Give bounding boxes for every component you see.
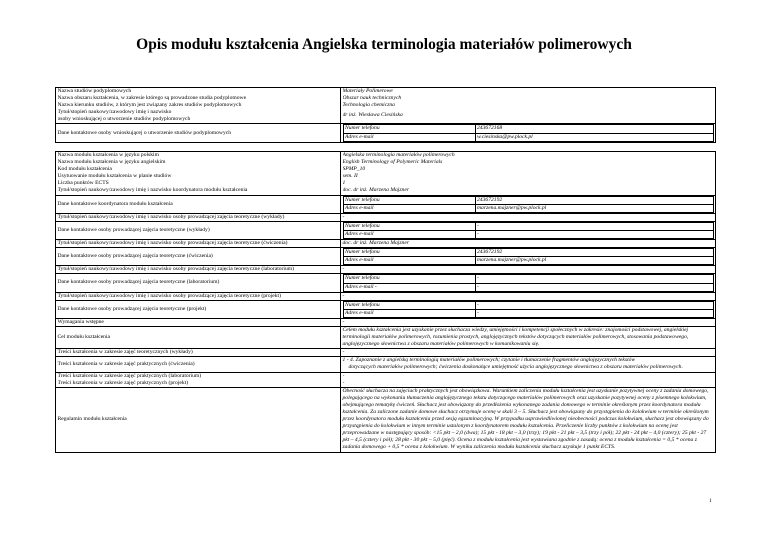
label-exercise: Tytuł/stopień naukowy/zawodowy imię i nazwisko osoby prowadzącej zajęcia teoretyczne (ćwiczenia) — [56, 240, 341, 248]
coordinator-contact — [341, 195, 716, 213]
lab-email-value: - — [475, 283, 713, 291]
exercise-phone-value: 243672192 — [475, 249, 713, 257]
lecture-email-value: - — [475, 230, 713, 238]
content-lab-project-labels — [56, 372, 341, 387]
exercise-row — [56, 240, 716, 248]
contact-email-key: Adres e-mail — [343, 133, 475, 141]
label-field: Nazwa kierunku studiów, z którym jest związany zakres studiów podyplomowych — [57, 102, 242, 109]
page-title: Opis modułu kształcenia Angielska terminologia materiałów polimerowych — [136, 36, 632, 53]
contact-email-value: w.ciesinska@pw.plock.pl — [475, 133, 713, 141]
contact-phone-value: 243672168 — [475, 125, 713, 133]
project-email-key: Adres e-mail — [343, 309, 475, 317]
label-content-lecture: Treści kształcenia w zakresie zajęć teoretycznych (wykłady) — [56, 349, 341, 357]
content-exercise-rest: dotyczących materiałów polimerowych; ćwiczenia doskonalące umiejętność użycia anglojęzycznego słownictwa z obszaru materiałów polimerowych. — [348, 364, 683, 371]
module-basic-labels — [56, 152, 341, 196]
content-exercise-head: 1 - 4. Zapoznanie z angielską terminologią materiałów polimerowych; czytanie i tłumaczenie fragmentów anglojęzycznych tekstów — [342, 357, 636, 364]
lecture-contact — [341, 221, 716, 239]
coord-phone-key: Numer telefonu — [343, 196, 475, 204]
label-coordinator: Tytuł/stopień naukowy/zawodowy imię i nazwisko koordynatora modułu kształcenia — [57, 187, 248, 194]
project-phone-value: - — [475, 301, 713, 309]
label-content-project: Treści kształcenia w zakresie zajęć praktycznych (projekt) — [57, 379, 189, 386]
value-field: Technologia chemiczna — [342, 102, 395, 109]
value-placement: sem. II — [342, 173, 358, 180]
lab-row — [56, 266, 716, 274]
label-name-en: Nazwa modułu kształcenia w języku angielskim — [57, 159, 166, 166]
label-name-pl: Nazwa modułu kształcenia w języku polskim — [57, 152, 159, 158]
value-content-project: - — [342, 379, 345, 386]
label-studies-name: Nazwa studiów podyplomowych — [57, 88, 132, 94]
lecture-phone-value: - — [475, 222, 713, 230]
project-phone-key: Numer telefonu — [343, 301, 475, 309]
content-lab-row — [56, 372, 716, 387]
module-basic-values — [341, 152, 716, 196]
value-goal — [341, 326, 716, 348]
study-info-values — [341, 88, 716, 124]
label-rules: Regulamin modułu kształcenia — [56, 387, 341, 452]
rules-row — [56, 387, 716, 452]
value-name-en: English Terminology of Polymeric Materials — [342, 159, 443, 166]
value-lab: - — [341, 266, 716, 274]
project-contact-row — [56, 300, 716, 318]
value-content-exercise — [341, 357, 716, 372]
value-code: SPMP_10 — [342, 166, 366, 173]
coord-email-key: Adres e-mail — [343, 204, 475, 212]
label-project-contact: Dane kontaktowe osoby prowadzącej zajęcia teoretyczne (projekt) — [56, 300, 341, 318]
label-code: Kod modułu kształcenia — [57, 166, 112, 173]
lab-phone-value: - — [475, 275, 713, 283]
value-name-pl: Angielska terminologia materiałów polimerowych — [342, 152, 455, 158]
exercise-contact-row — [56, 248, 716, 266]
label-prereq: Wymagania wstępne — [56, 318, 341, 326]
value-applicant: dr inż. Wiesława Ciesińska — [342, 112, 403, 119]
value-area: Obszar nauk technicznych — [342, 95, 402, 102]
content-lecture-row — [56, 349, 716, 357]
label-applicant-title: Tytuł/stopień naukowy/zawodowy imię i nazwisko — [57, 109, 172, 116]
project-email-value: - — [475, 309, 713, 317]
coordinator-contact-row — [56, 195, 716, 213]
label-lab-contact: Dane kontaktowe osoby prowadzącej zajęcia teoretyczne (laboratorium) — [56, 274, 341, 292]
value-project: - — [341, 292, 716, 300]
value-prereq: - — [341, 318, 716, 326]
value-lecture: - — [341, 213, 716, 221]
label-exercise-contact: Dane kontaktowe osoby prowadzącej zajęcia teoretyczne (ćwiczenia) — [56, 248, 341, 266]
value-studies-name: Materiały Polimerowe — [342, 88, 393, 94]
lab-contact — [341, 274, 716, 292]
value-content-lecture: - — [341, 349, 716, 357]
prereq-row — [56, 318, 716, 326]
lecture-email-key: Adres e-mail — [343, 230, 475, 238]
goal-text: Celem modułu kształcenia jest uzyskanie przez słuchacza wiedzy, umiejętności i kompetencji społecznych w zakresie: znajomości podstawowej, angielskiej terminologii materiałów polimerowych, rozumienia prostych, anglojęzycznych tekstów dotyczących materiałów polimerowych, stosowania podstawowego, anglojęzycznego słownictwa z obszaru materiałów polimerowych w komunikowaniu się. — [342, 326, 689, 348]
coord-email-value: marzena.majzner@pw.plock.pl — [475, 204, 713, 212]
exercise-email-key: Adres e-mail — [343, 257, 475, 265]
label-ects: Liczba punktów ECTS — [57, 180, 109, 187]
value-rules — [341, 387, 716, 452]
value-ects: 1 — [342, 180, 346, 187]
rules-text: Obecność słuchacza na zajęciach praktycznych jest obowiązkowa. Warunkiem zaliczenia modułu kształcenia jest uzyskanie pozytywnej oceny z zadania domowego, polegającego na wykonaniu tłumaczenia anglojęzycznego tekstu dotyczącego materiałów polimerowych oraz uzyskanie pozytywnej oceny z pisemnego kolokwium, obejmującego tematykę ćwiczeń. Słuchacz jest obowiązany do przedłożenia wykonanego zadania domowego w terminie określonym przez koordynatora modułu kształcenia. Za zaliczone zadanie domowe słuchacz otrzymuje ocenę w skali 3 – 5. Słuchacz jest obowiązany do przystąpienia do kolokwium w terminie określonym przez koordynatora modułu kształcenia przed sesją egzaminacyjną. W przypadku usprawiedliwionej nieobecności podczas kolokwium, słuchacz jest obowiązany do przystąpienia do kolokwium w innym terminie ustalonym z koordynatorem modułu kształcenia. Przeliczenie liczby punktów z kolokwium na ocenę jest przeprowadzane w następujący sposób: <15 pkt – 2,0 (dwa); 15 pkt - 18 pkt – 3,0 (trzy); 19 pkt - 21 pkt – 3,5 (trzy i pół); 22 pkt - 24 pkt – 4,0 (cztery); 25 pkt - 27 pkt – 4,5 (cztery i pół); 28 pkt - 30 pkt – 5,0 (pięć). Ocena z modułu kształcenia jest wystawiana zgodnie z zasadą: ocena z modułu kształcenia = 0,5 * ocena z zadania domowego + 0,5 * ocena z kolokwium. W wyniku zaliczenia modułu kształcenia słuchacz uzyskuje 1 punkt ECTS. — [342, 387, 709, 451]
label-goal: Cel modułu kształcenia — [56, 326, 341, 348]
lab-phone-key: Numer telefonu — [343, 275, 475, 283]
applicant-contact-row — [56, 124, 716, 142]
lab-contact-row — [56, 274, 716, 292]
value-coordinator: doc. dr inż. Marzena Majzner — [342, 187, 409, 194]
coord-phone-value: 243672192 — [475, 196, 713, 204]
study-info-labels — [56, 88, 341, 124]
exercise-email-value: marzena.majzner@pw.plock.pl — [475, 257, 713, 265]
module-basic-row — [56, 152, 716, 196]
label-lecture: Tytuł/stopień naukowy/zawodowy imię i nazwisko osoby prowadzącej zajęcia teoretyczne (wykłady) — [56, 213, 341, 221]
label-lecture-contact: Dane kontaktowe osoby prowadzącej zajęcia teoretyczne (wykłady) — [56, 221, 341, 239]
lecture-phone-key: Numer telefonu — [343, 222, 475, 230]
label-placement: Usytuowanie modułu kształcenia w planie studiów — [57, 173, 172, 180]
project-contact — [341, 300, 716, 318]
exercise-phone-key: Numer telefonu — [343, 249, 475, 257]
applicant-contact — [341, 124, 716, 142]
label-content-exercise: Treści kształcenia w zakresie zajęć praktycznych (ćwiczenia) — [56, 357, 341, 372]
lecture-row — [56, 213, 716, 221]
label-content-lab: Treści kształcenia w zakresie zajęć praktycznych (laboratorium) — [57, 372, 202, 379]
lecture-contact-row — [56, 221, 716, 239]
label-area: Nazwa obszaru kształcenia, w zakresie którego są prowadzone studia podyplomowe — [57, 95, 247, 102]
contact-phone-key: Numer telefonu — [343, 125, 475, 133]
label-applicant: osoby wnioskującej o utworzenie studiów podyplomowych — [57, 116, 191, 123]
study-info-table — [55, 87, 716, 143]
label-coordinator-contact: Dane kontaktowe koordynatora modułu kształcenia — [56, 195, 341, 213]
value-exercise: doc. dr inż. Marzena Majzner — [341, 240, 716, 248]
page-number: 1 — [709, 498, 712, 504]
content-lab-project-values — [341, 372, 716, 387]
value-content-lab: - — [342, 372, 345, 379]
label-project: Tytuł/stopień naukowy/zawodowy imię i nazwisko osoby prowadzącej zajęcia teoretyczne (projekt) — [56, 292, 341, 300]
module-info-table — [55, 151, 716, 453]
label-lab: Tytuł/stopień naukowy/zawodowy imię i nazwisko osoby prowadzącej zajęcia teoretyczne (laboratorium) — [56, 266, 341, 274]
exercise-contact — [341, 248, 716, 266]
content-exercise-row — [56, 357, 716, 372]
goal-row — [56, 326, 716, 348]
label-applicant-contact: Dane kontaktowe osoby wnioskującej o utworzenie studiów podyplomowych — [56, 124, 341, 142]
project-row — [56, 292, 716, 300]
study-info-row — [56, 88, 716, 124]
lab-email-key: Adres e-mail - — [343, 283, 475, 291]
